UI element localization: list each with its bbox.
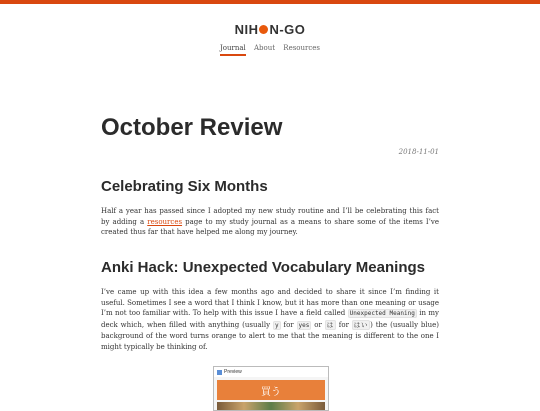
paragraph-text: or <box>311 320 325 329</box>
logo-text-start: NIH <box>234 22 259 37</box>
nav-about-link[interactable]: About <box>253 44 276 52</box>
paragraph-six-months <box>101 206 439 238</box>
section-heading-six-months: Celebrating Six Months <box>101 178 268 195</box>
preview-card <box>217 380 325 400</box>
main-nav <box>0 44 540 56</box>
preview-titlebar <box>214 367 328 377</box>
nav-journal-link[interactable]: Journal <box>220 44 246 56</box>
section-heading-anki-hack: Anki Hack: Unexpected Vocabulary Meanings <box>101 259 425 276</box>
paragraph-text: I’ve came up with this idea a few months ago and decided to share it since I’m finding it useful. Sometimes I see a word that I think I know, but it has more than one meaning or usage I’m not too familiar with. To help with this issue I have a field called <box>101 288 439 317</box>
anki-preview-screenshot <box>213 366 329 411</box>
paragraph-text: page to my study journal as a means to share some of the items I’ve created thus far that have helped me along my journey. <box>101 217 439 236</box>
preview-card-word: 買う <box>261 386 281 398</box>
logo-sun-icon <box>259 25 268 34</box>
paragraph-text: ) the (usually blue) background of the word turns orange to alert to me that the meaning is different to the one I might typically be thinking of. <box>101 320 440 351</box>
site-logo[interactable] <box>0 22 540 37</box>
resources-link[interactable]: resources <box>147 217 183 226</box>
paragraph-text: for <box>280 320 297 329</box>
preview-window-title: Preview <box>224 369 242 375</box>
app-icon <box>217 370 222 375</box>
inline-code-y: y <box>274 321 279 329</box>
inline-japanese-ha: は <box>326 320 334 329</box>
paragraph-text: for <box>335 320 352 329</box>
inline-japanese-hai: はい <box>353 320 369 329</box>
post-date: 2018-11-01 <box>398 148 439 156</box>
nav-resources-link[interactable]: Resources <box>283 44 321 52</box>
preview-image-strip <box>217 402 325 410</box>
logo-text-end: N-GO <box>269 22 306 37</box>
paragraph-text: in my deck which, when filled with anything (usually <box>101 309 439 329</box>
post-title: October Review <box>101 114 283 141</box>
inline-code-field: Unexpected Meaning <box>349 310 415 317</box>
inline-code-yes: yes <box>298 321 310 329</box>
top-accent-bar <box>0 0 540 4</box>
paragraph-anki-hack <box>101 287 439 352</box>
paragraph-text: Half a year has passed since I adopted my new study routine and I’ll be celebrating this fact by adding a <box>101 207 439 226</box>
